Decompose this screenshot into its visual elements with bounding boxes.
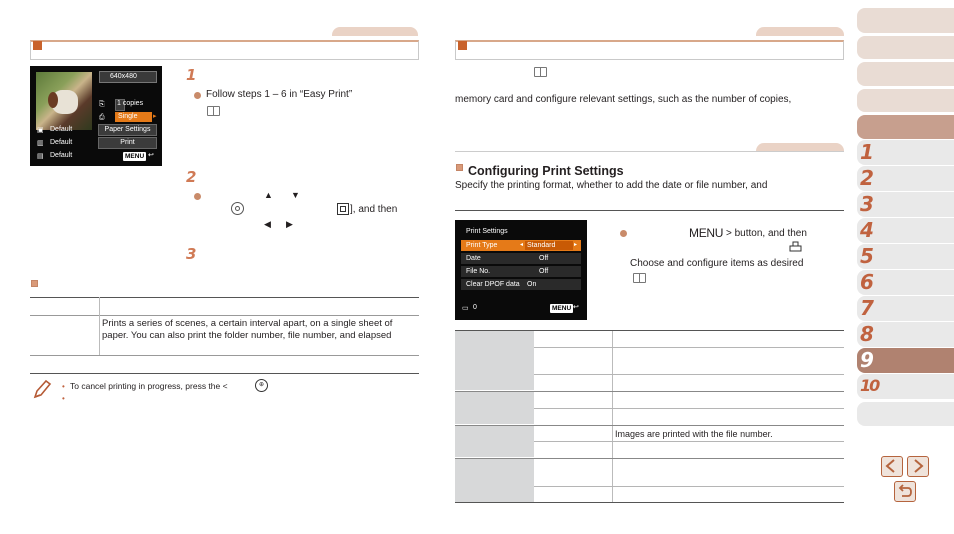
left-arrow-icon: ◀ (264, 219, 271, 229)
notes-top-rule (30, 373, 419, 374)
copies-icon: ⎘ (99, 101, 105, 108)
step-line-1: > button, and then (726, 228, 807, 239)
nav-button[interactable] (857, 36, 954, 59)
section-header-bar (455, 40, 844, 60)
clear-dpof-label[interactable]: Clear DPOF data (466, 281, 520, 288)
table-group-cell (455, 392, 534, 424)
next-page-button[interactable] (907, 456, 929, 477)
screen-title: Print Settings (466, 228, 508, 235)
return-icon (895, 482, 914, 500)
table-row-rule (534, 408, 844, 409)
section-subtitle: Specify the printing format, whether to add the date or file number, and (455, 180, 768, 191)
table-row-rule (455, 425, 844, 426)
menu-button-label: MENU (689, 226, 724, 240)
table-bottom-rule (30, 355, 419, 356)
table-column-divider (99, 297, 100, 355)
return-icon: ↩ (148, 152, 154, 159)
table-rule (30, 315, 419, 316)
menu-icon: MENU (552, 305, 572, 312)
section-marker (458, 41, 467, 50)
table-row-rule (455, 391, 844, 392)
nav-chapter-3[interactable]: 3 (857, 192, 954, 217)
nav-chapter-1[interactable]: 1 (857, 140, 954, 165)
arrow-left-icon (882, 457, 901, 475)
table-group-cell (455, 426, 534, 457)
func-set-button-icon: ⊕ (255, 379, 268, 392)
return-icon: ↩ (573, 304, 579, 311)
date-value[interactable]: Off (539, 255, 549, 262)
book-reference-icon (534, 67, 547, 77)
nav-bottom-button[interactable] (857, 402, 954, 426)
note-1-text: To cancel printing in progress, press the < (70, 381, 228, 391)
default-2-icon: ▥ (37, 140, 44, 147)
table-row-rule (534, 374, 844, 375)
section-tab (332, 27, 418, 36)
nav-chapter-10[interactable]: 10 (857, 374, 954, 399)
table-group-cell (455, 331, 534, 390)
bullet (194, 92, 201, 99)
file-number-description: Images are printed with the file number. (615, 429, 773, 439)
camera-screen-print-options (30, 66, 162, 166)
print-type-value[interactable]: Standard (527, 242, 556, 249)
print-count-icon: ▭ (462, 305, 469, 312)
default-3: Default (50, 152, 73, 159)
table-group-cell (455, 459, 534, 502)
heading-marker (456, 164, 463, 171)
nav-chapter-7[interactable]: 7 (857, 296, 954, 321)
prev-page-button[interactable] (881, 456, 903, 477)
control-dial-icon (231, 202, 244, 215)
copies-value: 1 copies (117, 100, 144, 107)
table-row-rule (455, 458, 844, 459)
note-bullet: • (62, 394, 65, 403)
return-page-button[interactable] (894, 481, 916, 502)
value-right-arrow-icon: ▸ (574, 242, 578, 248)
clear-dpof-value[interactable]: On (527, 281, 537, 288)
step-number-3: 3 (186, 245, 197, 263)
file-no-label[interactable]: File No. (466, 268, 491, 275)
default-2: Default (50, 139, 73, 146)
arrow-right-icon (908, 457, 927, 475)
paper-settings-button[interactable]: Paper Settings (98, 124, 157, 136)
book-reference-icon (633, 273, 646, 283)
table-row-rule (534, 441, 844, 442)
note-bullet: • (62, 382, 65, 391)
print-count: 0 (473, 304, 477, 311)
section-heading: Configuring Print Settings (468, 164, 624, 178)
dog-ear (48, 92, 58, 108)
up-arrow-icon: ▲ (264, 190, 273, 200)
book-reference-icon (207, 106, 220, 116)
table-top-rule (30, 297, 419, 298)
intro-text: memory card and configure relevant settings, such as the number of copies, (455, 94, 792, 105)
photo-thumbnail (36, 72, 92, 130)
pencil-note-icon (32, 378, 52, 403)
date-label[interactable]: Date (466, 255, 481, 262)
table-row-rule (534, 486, 844, 487)
table-row-rule (534, 347, 844, 348)
table-bottom-rule (455, 502, 844, 503)
default-1-icon: ▣ (37, 127, 44, 134)
nav-chapter-9[interactable]: 9 (857, 348, 954, 373)
image-size: 640x480 (110, 73, 137, 80)
nav-chapter-4[interactable]: 4 (857, 218, 954, 243)
step-top-rule (455, 210, 844, 211)
print-icon (789, 241, 802, 256)
nav-chapter-2[interactable]: 2 (857, 166, 954, 191)
nav-chapter-6[interactable]: 6 (857, 270, 954, 295)
value-left-arrow-icon: ◂ (520, 242, 524, 248)
bullet (620, 230, 627, 237)
nav-button[interactable] (857, 62, 954, 86)
print-mode-icon: ⎙ (99, 114, 105, 121)
nav-top-button[interactable] (857, 8, 954, 33)
table-marker (31, 280, 38, 287)
camera-screen-print-settings (455, 220, 587, 320)
default-3-icon: ▤ (37, 153, 44, 160)
nav-chapter-8[interactable]: 8 (857, 322, 954, 347)
print-type-icon (337, 203, 349, 215)
section-tab (756, 27, 844, 36)
file-no-value[interactable]: Off (539, 268, 549, 275)
step-number-1: 1 (186, 66, 197, 84)
step-line-2: Choose and configure items as desired (630, 258, 804, 269)
subsection-rule (455, 151, 844, 152)
default-1: Default (50, 126, 73, 133)
print-mode-selector[interactable]: Single (115, 112, 152, 122)
print-mode-description: Prints a series of scenes, a certain interval apart, on a single sheet of paper. You can also print the folder number, file number, and elapsed (102, 318, 393, 341)
print-type-label[interactable]: Print Type (466, 242, 498, 249)
nav-button[interactable] (857, 89, 954, 112)
down-arrow-icon: ▼ (291, 190, 300, 200)
step-number-2: 2 (186, 168, 197, 186)
step-1-text: Follow steps 1 – 6 in “Easy Print” (206, 89, 353, 100)
step-2-text: ], and then (350, 204, 398, 215)
section-marker (33, 41, 42, 50)
mode-arrow-icon: ▸ (153, 113, 157, 120)
nav-button-active[interactable] (857, 115, 954, 139)
table-column-divider (612, 331, 613, 502)
section-header-bar (30, 40, 419, 60)
menu-icon: MENU (125, 153, 145, 160)
print-button[interactable]: Print (98, 137, 157, 149)
nav-chapter-5[interactable]: 5 (857, 244, 954, 269)
bullet (194, 193, 201, 200)
right-arrow-icon: ▶ (286, 219, 293, 229)
